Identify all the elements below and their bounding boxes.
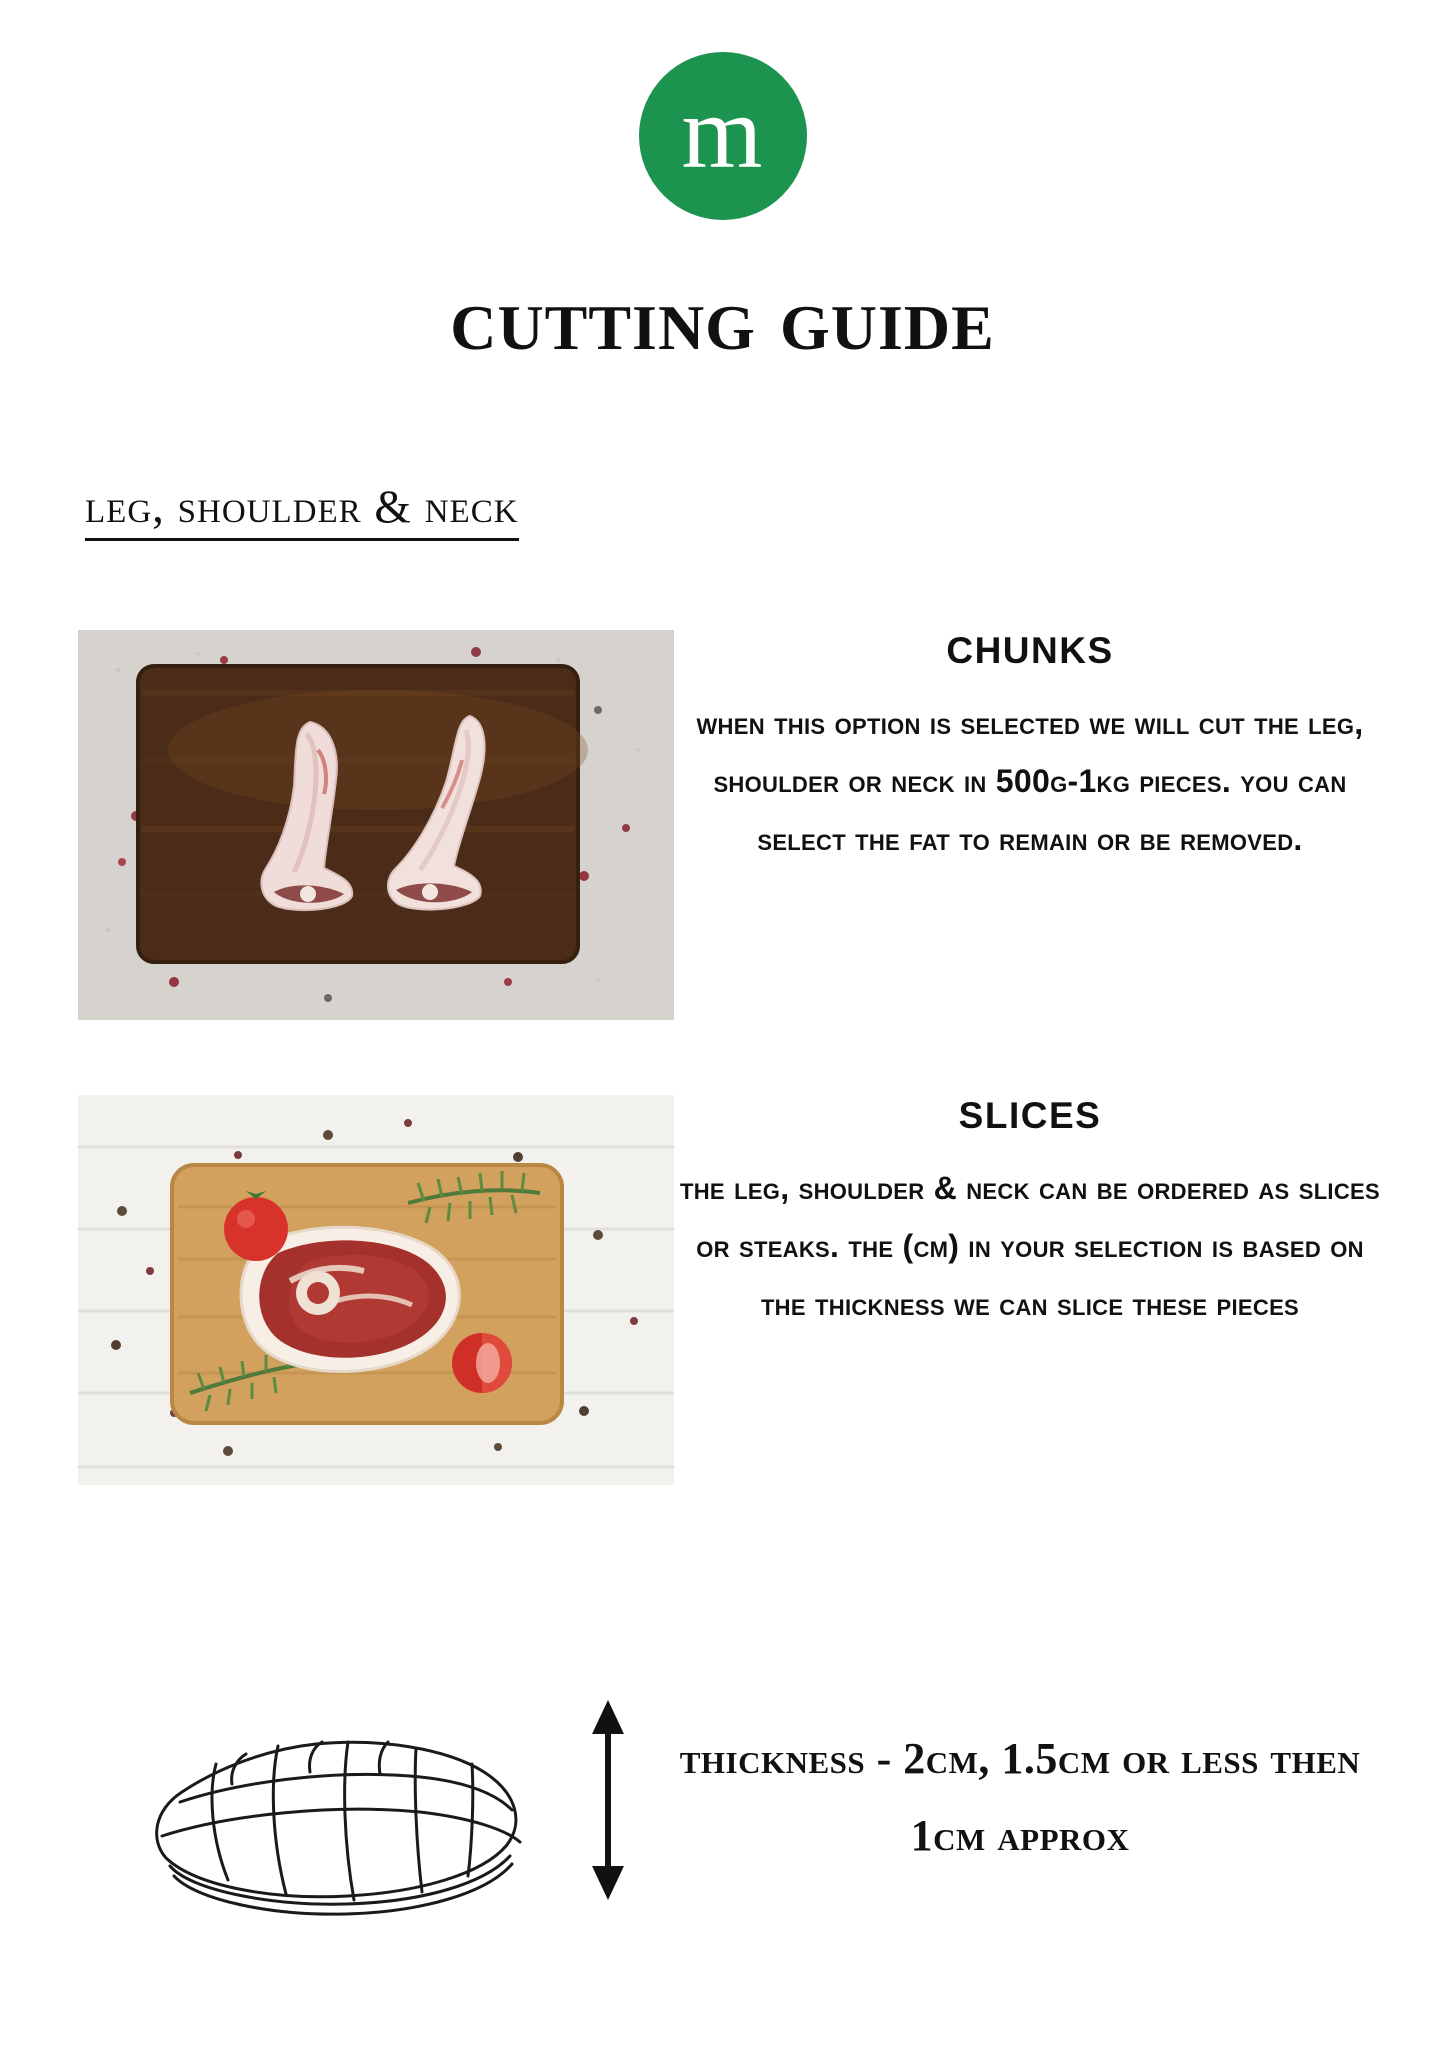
slices-photo: [78, 1095, 674, 1485]
slices-body: the leg, shoulder & neck can be ordered as slices or steaks. the (cm) in your selection is based on the thickness we can slice these pieces: [680, 1170, 1380, 1323]
chunks-photo: [78, 630, 674, 1020]
chunks-text-column: [680, 630, 1380, 869]
thickness-row: [0, 1690, 1445, 1950]
chunks-heading: CHUNKS: [946, 630, 1114, 671]
thickness-text: thickness - 2cm, 1.5cm or less then 1cm approx: [679, 1734, 1361, 1860]
page-title: cutting guide: [450, 267, 995, 369]
raw-lamb-shanks-image: [78, 630, 674, 1020]
roast-joint-illustration: [120, 1690, 550, 1940]
page-subtitle: leg, shoulder & neck: [85, 480, 519, 541]
logo-circle: [639, 52, 807, 220]
chunks-body: when this option is selected we will cut the leg, shoulder or neck in 500g-1kg pieces. you can select the fat to remain or be removed.: [696, 705, 1364, 858]
vertical-double-arrow-icon: [588, 1700, 628, 1900]
thickness-arrow: [588, 1700, 628, 1900]
tied-roast-joint-icon: [120, 1690, 550, 1940]
brand-logo: [0, 52, 1445, 220]
slices-heading: SLICES: [958, 1095, 1102, 1136]
logo-letter: m: [681, 75, 764, 190]
lamb-steak-image: [78, 1095, 674, 1485]
slices-text-column: [680, 1095, 1380, 1334]
